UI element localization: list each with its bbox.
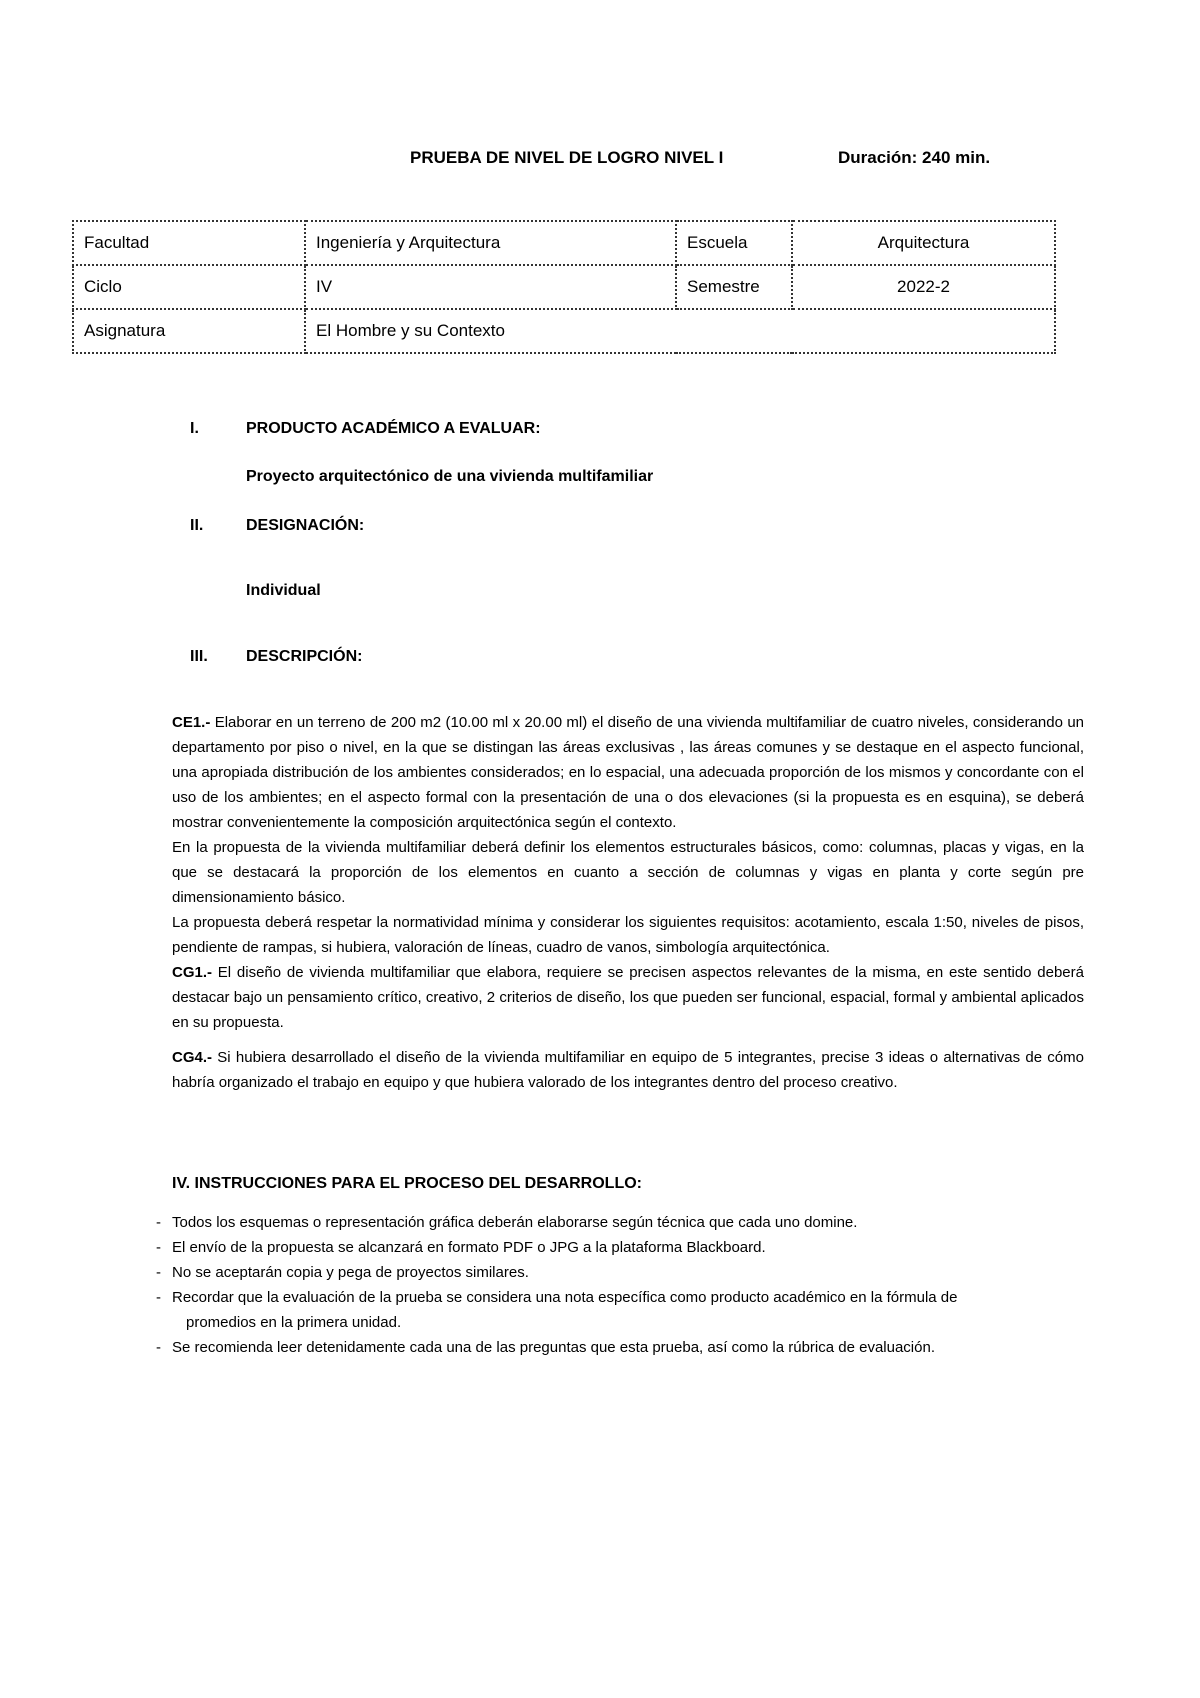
table-cell-value: Ingeniería y Arquitectura <box>305 221 676 265</box>
criterion-label: CG4.- <box>172 1049 213 1066</box>
bullet: - <box>156 1339 161 1356</box>
table-cell-value: 2022-2 <box>792 265 1055 309</box>
table-cell-value: IV <box>305 265 676 309</box>
table-row <box>73 265 1055 309</box>
document-header <box>0 148 1200 172</box>
bullet: - <box>156 1239 161 1256</box>
table-cell-value: Arquitectura <box>792 221 1055 265</box>
table-row <box>73 309 1055 353</box>
section-heading: DESCRIPCIÓN: <box>246 648 363 665</box>
table-cell-label: Facultad <box>73 221 305 265</box>
list-item: - Recordar que la evaluación de la prueba se considera una nota específica como producto académico en la fórmula de promedios en la primera unidad. <box>156 1285 1084 1335</box>
criterion-text: Elaborar en un terreno de 200 m2 (10.00 ml x 20.00 ml) el diseño de una vivienda multifamiliar de cuatro niveles, considerando un departamento por piso o nivel, en la que se distingan las áreas exclusivas , las áreas comunes y se destaque en el aspecto funcional, una apropiada distribución de los ambientes considerados; en lo espacial, una adecuada proporción de los mismos y concordante con el uso de los ambientes; en el aspecto formal con la presentación de una o dos elevaciones (si la propuesta es en esquina), se deberá mostrar convenientemente la composición arquitectónica según el contexto. <box>172 714 1084 831</box>
section-heading: PRODUCTO ACADÉMICO A EVALUAR: <box>246 420 541 437</box>
table-cell-label: Escuela <box>676 221 792 265</box>
duration-label: Duración: 240 min. <box>838 148 991 167</box>
criterion-text: El diseño de vivienda multifamiliar que elabora, requiere se precisen aspectos relevantes de la misma, en este sentido deberá destacar bajo un pensamiento crítico, creativo, 2 criterios de diseño, los que pueden ser funcional, espacial, formal y ambiental aplicados en su propuesta. <box>172 964 1084 1031</box>
paragraph-cg1 <box>172 960 1084 1035</box>
table-cell-label: Asignatura <box>73 309 305 353</box>
bullet: - <box>156 1264 161 1281</box>
criterion-label: CG1.- <box>172 964 213 981</box>
bullet: - <box>156 1289 161 1306</box>
document-title: PRUEBA DE NIVEL DE LOGRO NIVEL I <box>410 148 724 167</box>
list-item: - Todos los esquemas o representación gráfica deberán elaborarse según técnica que cada uno domine. <box>156 1210 1084 1235</box>
paragraph: La propuesta deberá respetar la normatividad mínima y considerar los siguientes requisitos: acotamiento, escala 1:50, niveles de pisos, pendiente de rampas, si hubiera, valoración de líneas, cuadro de vanos, simbología arquitectónica. <box>172 914 1084 956</box>
section-value: Proyecto arquitectónico de una vivienda multifamiliar <box>246 468 654 485</box>
table-row <box>73 221 1055 265</box>
table-cell-value: El Hombre y su Contexto <box>305 309 1055 353</box>
list-item: - Se recomienda leer detenidamente cada una de las preguntas que esta prueba, así como la rúbrica de evaluación. <box>156 1335 1084 1360</box>
section-number: II. <box>190 517 204 534</box>
paragraph-ce1 <box>172 710 1084 835</box>
description-body <box>172 710 1084 1095</box>
section-number: III. <box>190 648 208 665</box>
instructions-list <box>156 1210 1084 1360</box>
table-cell-label: Semestre <box>676 265 792 309</box>
bullet: - <box>156 1214 161 1231</box>
section-heading: DESIGNACIÓN: <box>246 517 365 534</box>
instructions-heading: IV. INSTRUCCIONES PARA EL PROCESO DEL DESARROLLO: <box>172 1175 642 1192</box>
paragraph: En la propuesta de la vivienda multifamiliar deberá definir los elementos estructurales básicos, como: columnas, placas y vigas, en la que se destacará la proporción de los elementos en cuanto a sección de columnas y vigas en planta y corte según pre dimensionamiento básico. <box>172 839 1084 906</box>
paragraph-cg4 <box>172 1045 1084 1095</box>
course-info-table <box>72 220 1056 354</box>
criterion-text: Si hubiera desarrollado el diseño de la vivienda multifamiliar en equipo de 5 integrantes, precise 3 ideas o alternativas de cómo habría organizado el trabajo en equipo y que hubiera valorado de los integrantes dentro del proceso creativo. <box>172 1049 1084 1091</box>
criterion-label: CE1.- <box>172 714 211 731</box>
table-cell-label: Ciclo <box>73 265 305 309</box>
list-item: - No se aceptarán copia y pega de proyectos similares. <box>156 1260 1084 1285</box>
section-value: Individual <box>246 582 321 599</box>
list-item: - El envío de la propuesta se alcanzará en formato PDF o JPG a la plataforma Blackboard. <box>156 1235 1084 1260</box>
section-number: I. <box>190 420 199 437</box>
